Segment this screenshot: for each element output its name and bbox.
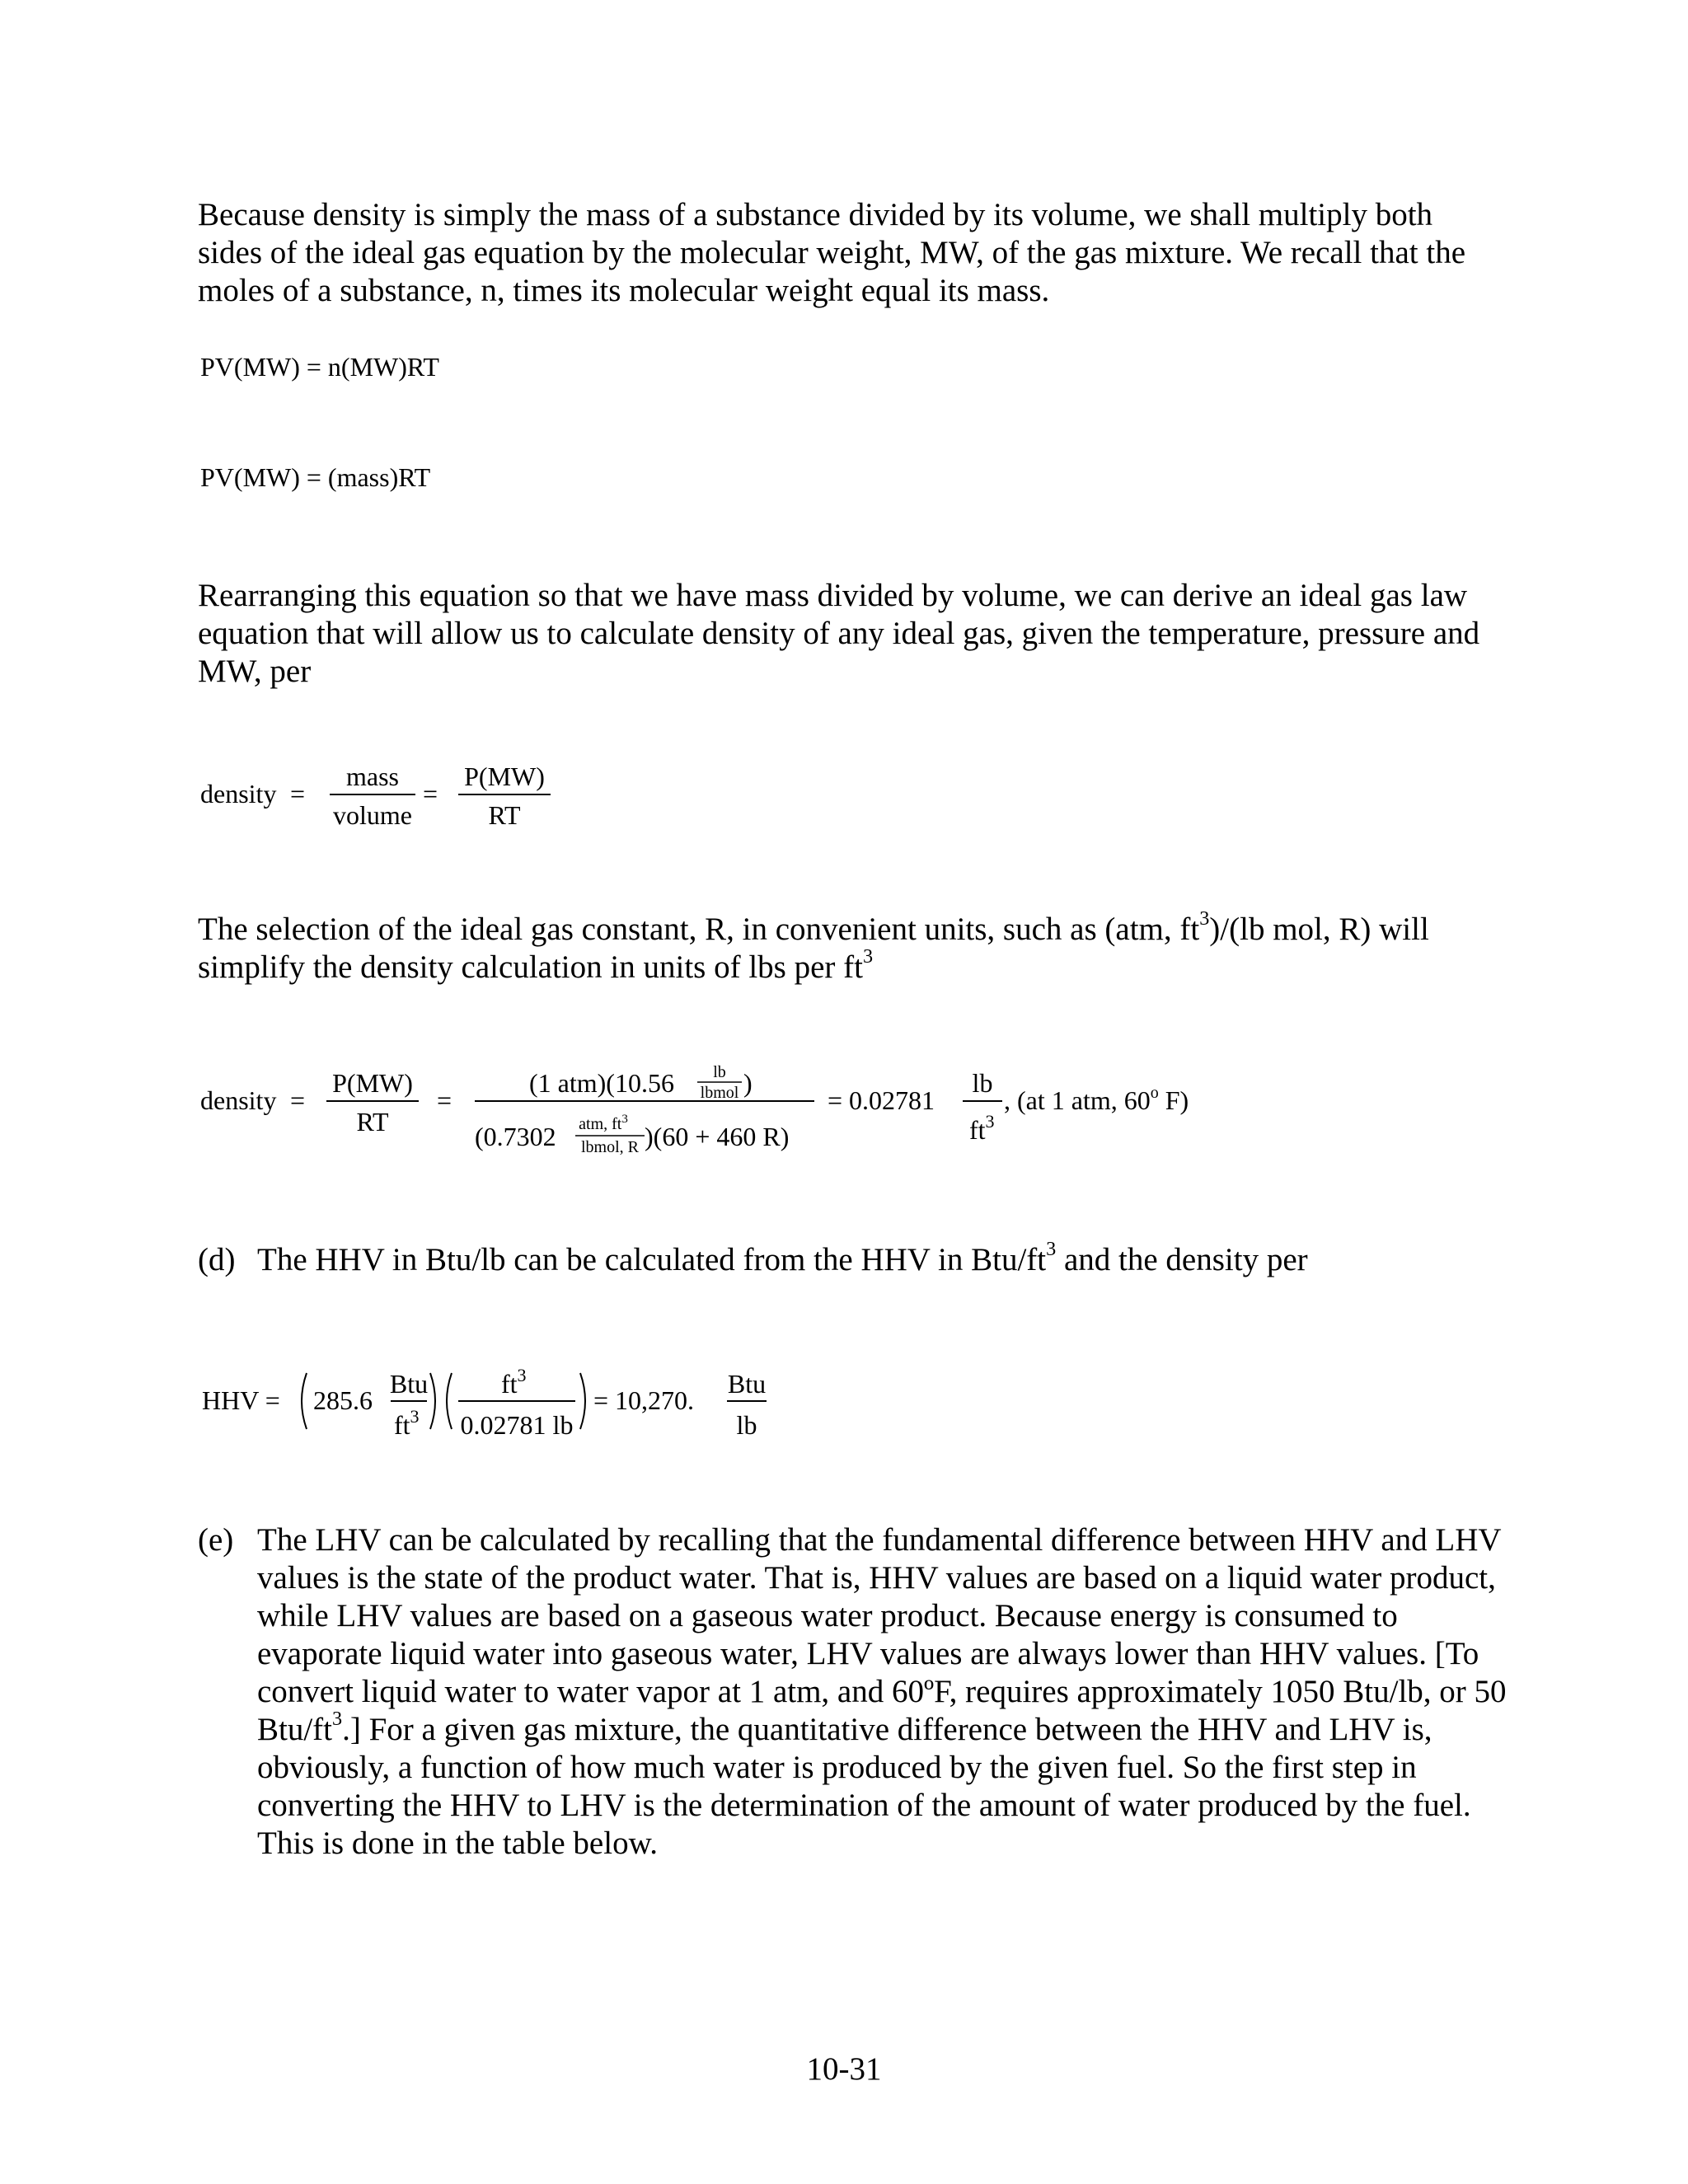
- density-label: density: [200, 779, 277, 808]
- pmw-numerator: P(MW): [464, 762, 545, 791]
- selection-paragraph: The selection of the ideal gas constant, R, in convenient units, such as (atm, $ft^3)/(lb$ mol, R) will simplify the density calculation in units of lbs per $ft^3$: [198, 907, 1429, 985]
- item-e-text: The LHV can be calculated by recalling that the fundamental difference between HHV and LHV values is the state of the product water. That is, HHV values are based on a liquid water product, while LHV values are based on a gaseous water product. Because energy is consumed to evaporate liquid water into gaseous water, LHV values are always lower than HHV values. [To convert liquid water to water vapor at 1 atm, and 60ºF, requires approximately 1050 Btu/lb, or 50 Btu/$ft^3$.] For a given gas mixture, the quantitative difference between the HHV and LHV is, obviously, a function of how much water is produced by the given fuel. So the first step in converting the HHV to LHV is the determination of the amount of water produced by the fuel. This is done in the table below.: [257, 1522, 1507, 1861]
- btu-unit: Btu: [727, 1369, 767, 1399]
- rearrange-paragraph: Rearranging this equation so that we have mass divided by volume, we can derive an ideal gas law equation that will allow us to calculate density of any ideal gas, given the temperature, pressure and MW, per: [198, 578, 1480, 689]
- closing-paren: ): [743, 1068, 753, 1098]
- rt-denominator: RT: [356, 1107, 389, 1137]
- btu-unit: Btu: [389, 1369, 429, 1399]
- density-formula: [200, 762, 551, 830]
- page-number: 10-31: [806, 2051, 882, 2087]
- equation-pv-nmw-rt: PV(MW) = n(MW)RT: [200, 352, 439, 382]
- equals-sign: =: [290, 1085, 306, 1115]
- ft3-unit: $ft^3$: [394, 1406, 420, 1440]
- right-paren: [580, 1373, 585, 1429]
- rt-denominator: RT: [488, 800, 521, 830]
- intro-paragraph: Because density is simply the mass of a substance divided by its volume, we shall multiply both sides of the ideal gas equation by the molecular weight, MW, of the gas mixture. We recall that the moles of a substance, n, times its molecular weight equal its mass.: [198, 197, 1466, 308]
- ft3-unit: $ft^3$: [969, 1111, 995, 1145]
- equals-sign: =: [437, 1085, 452, 1115]
- equals-sign: =: [423, 779, 438, 808]
- item-d-label: (d): [198, 1242, 236, 1277]
- pmw-numerator: P(MW): [332, 1068, 413, 1098]
- hhv-label: HHV =: [202, 1385, 280, 1415]
- hhv-equation: [202, 1365, 767, 1440]
- result-value: = 0.02781: [828, 1085, 935, 1115]
- lb-unit: lb: [713, 1063, 726, 1081]
- lbmol-r-unit: lbmol, R: [580, 1138, 640, 1156]
- lb-unit: lb: [736, 1410, 757, 1440]
- equals-sign: =: [290, 779, 306, 808]
- lb-unit: lb: [972, 1068, 993, 1098]
- item-e-label: (e): [198, 1522, 234, 1558]
- conditions-note: , (at 1 atm, 60$^o$ F): [1004, 1084, 1189, 1115]
- ft3-numerator: $ft^3$: [501, 1365, 527, 1399]
- left-paren: [302, 1373, 307, 1429]
- left-paren: [447, 1373, 452, 1429]
- atm-ft-unit: atm, $ft^3$: [579, 1113, 628, 1133]
- hhv-value: 285.6: [313, 1385, 373, 1415]
- density-calculation: [200, 1063, 1189, 1156]
- volume-denominator: volume: [333, 800, 412, 830]
- hhv-result: = 10,270.: [593, 1385, 695, 1415]
- calc-denominator-end: )(60 + 460 R): [645, 1122, 790, 1151]
- equation-pv-mass-rt: PV(MW) = (mass)RT: [200, 462, 431, 492]
- density-label: density: [200, 1085, 277, 1115]
- calc-numerator: (1 atm)(10.56: [529, 1068, 674, 1098]
- density-denominator: 0.02781 lb: [460, 1410, 574, 1440]
- lbmol-unit: lbmol: [700, 1084, 739, 1102]
- calc-denominator-start: (0.7302: [475, 1122, 556, 1151]
- item-d-text: The HHV in Btu/lb can be calculated from the HHV in Btu/$ft^3$ and the density per: [257, 1237, 1308, 1277]
- right-paren: [430, 1373, 435, 1429]
- mass-numerator: mass: [346, 762, 399, 791]
